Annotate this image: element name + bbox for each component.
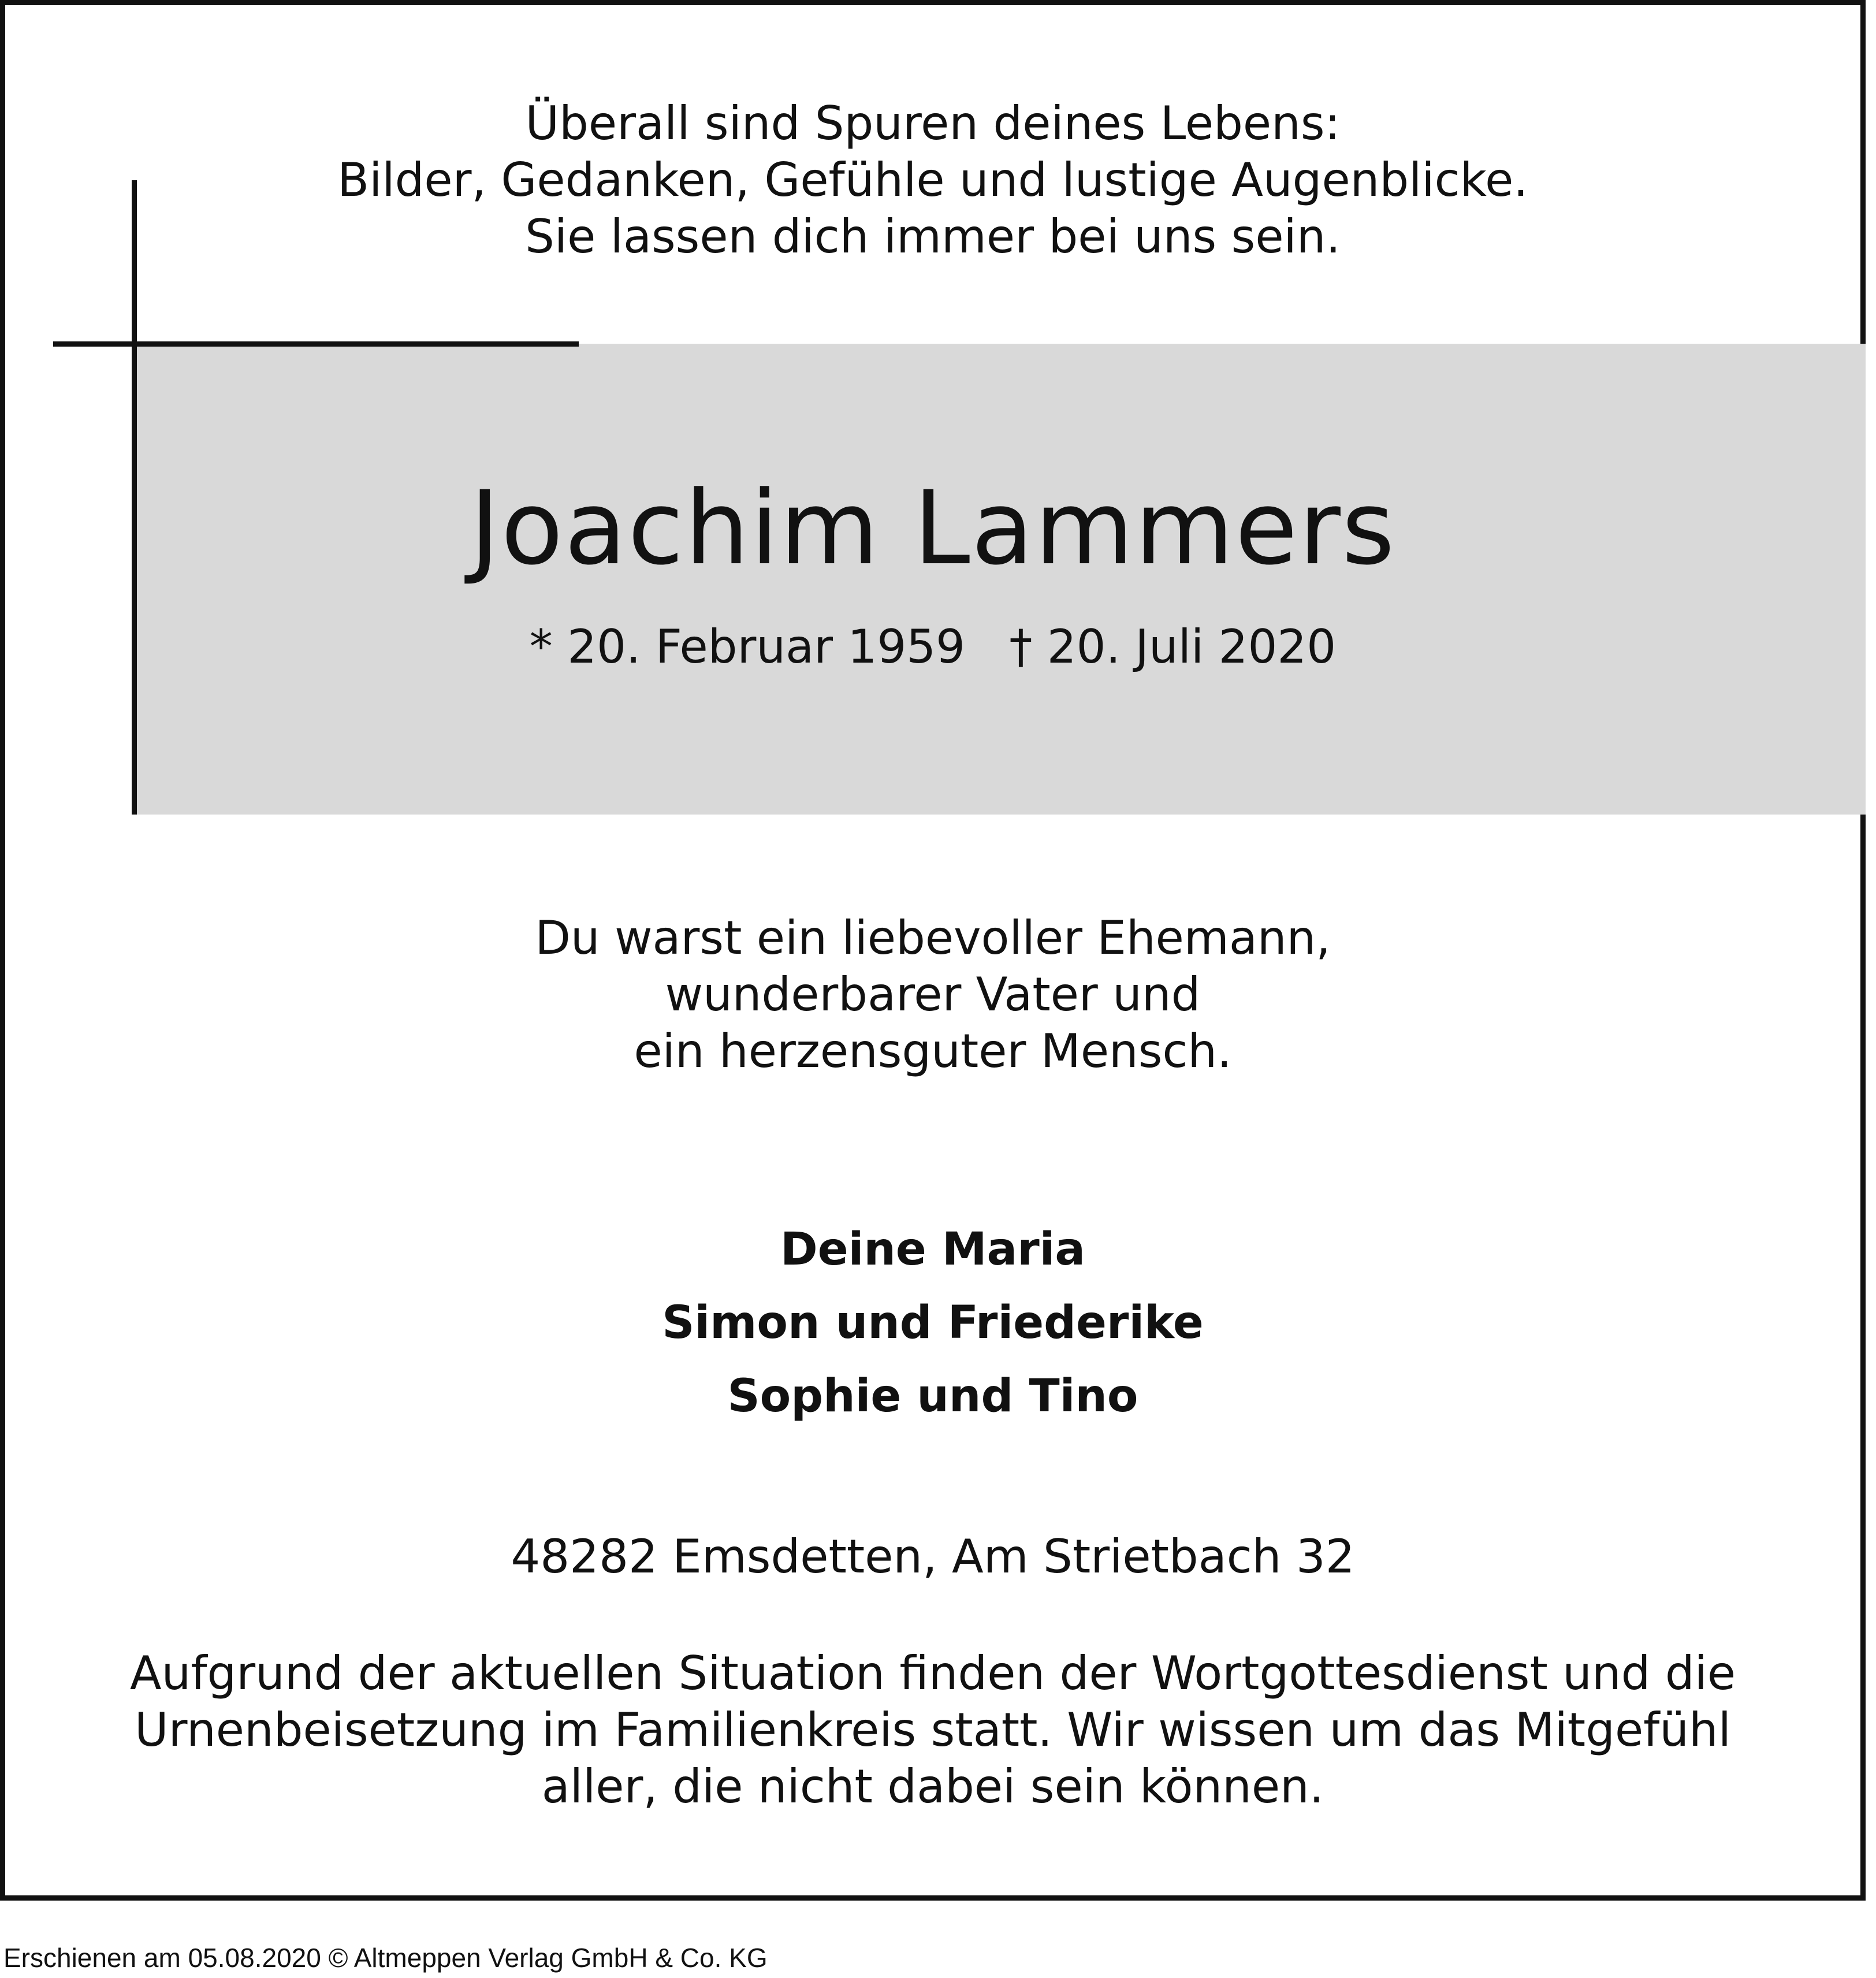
motto-line: Bilder, Gedanken, Gefühle und lustige Augenblicke.	[337, 153, 1528, 207]
tribute-line: ein herzensguter Mensch.	[634, 1024, 1232, 1078]
deceased-name: Joachim Lammers	[470, 469, 1396, 588]
notice-line: aller, die nicht dabei sein können.	[541, 1760, 1324, 1813]
motto-line: Überall sind Spuren deines Lebens:	[525, 96, 1341, 150]
tribute-text	[0, 910, 1866, 1080]
cross-horizontal-bar	[53, 341, 579, 347]
notice-line: Urnenbeisetzung im Familienkreis statt. Wir wissen um das Mitgefühl	[135, 1703, 1731, 1757]
notice-line: Aufgrund der aktuellen Situation finden der Wortgottesdienst und die	[129, 1646, 1736, 1700]
mourners-list	[0, 1213, 1866, 1433]
motto-verse	[0, 95, 1866, 265]
mourner-name: Deine Maria	[780, 1224, 1086, 1276]
motto-line: Sie lassen dich immer bei uns sein.	[525, 210, 1341, 263]
tribute-line: Du warst ein liebevoller Ehemann,	[535, 911, 1331, 965]
family-address: 48282 Emsdetten, Am Strietbach 32	[511, 1530, 1355, 1583]
publication-footer: Erschienen am 05.08.2020 © Altmeppen Verlag GmbH & Co. KG	[3, 1943, 768, 1973]
mourner-name: Sophie und Tino	[727, 1370, 1138, 1422]
life-dates: * 20. Februar 1959 † 20. Juli 2020	[529, 620, 1337, 674]
mourner-name: Simon und Friederike	[662, 1297, 1204, 1349]
tribute-line: wunderbarer Vater und	[665, 968, 1201, 1021]
funeral-notice	[0, 1645, 1866, 1815]
